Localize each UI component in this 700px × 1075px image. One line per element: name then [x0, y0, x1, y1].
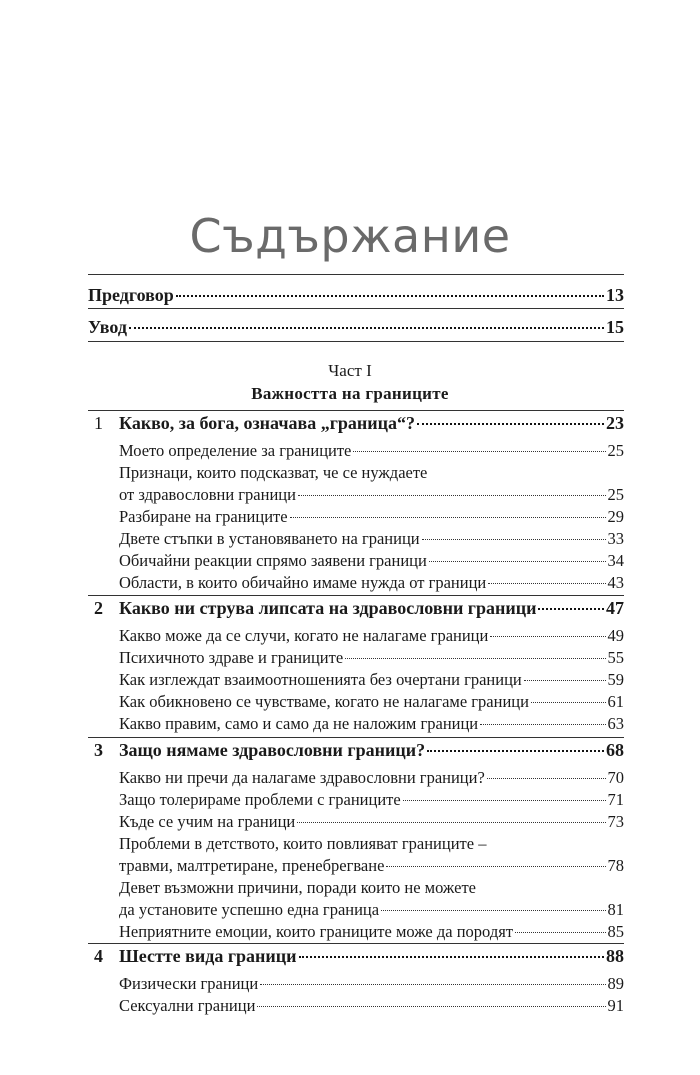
part-label: Част I [328, 361, 372, 380]
page-title: Съдържание [189, 208, 511, 263]
section-title: Психичното здраве и границите [119, 648, 344, 667]
chapter-page: 47 [606, 598, 624, 618]
chapter-entry [88, 598, 624, 619]
section-title: Сексуални граници [119, 996, 256, 1015]
section-page: 25 [607, 485, 624, 504]
divider [88, 943, 624, 944]
section-title: Двете стъпки в установяването на граници [119, 529, 420, 548]
section-entry [88, 856, 624, 876]
chapter-title: Какво ни струва липсата на здравословни граници [119, 598, 537, 618]
section-entry [88, 573, 624, 593]
chapter-entry [88, 946, 624, 967]
section-page: 61 [607, 692, 624, 711]
section-entry [88, 441, 624, 461]
chapter-page: 68 [606, 740, 624, 760]
section-page: 25 [607, 441, 624, 460]
dot-leader [257, 1006, 605, 1007]
divider [88, 595, 624, 596]
toc-entry-preface [88, 285, 624, 306]
dot-leader [297, 822, 605, 823]
section-page: 43 [607, 573, 624, 592]
dot-leader [480, 724, 605, 725]
toc-entry-page: 13 [606, 285, 624, 305]
section-page: 89 [607, 974, 624, 993]
dot-leader [538, 608, 604, 610]
section-page: 63 [607, 714, 624, 733]
section-entry [88, 551, 624, 571]
section-entry [88, 507, 624, 527]
section-page: 78 [607, 856, 624, 875]
section-entry [88, 922, 624, 942]
divider [88, 308, 624, 309]
section-entry [88, 996, 624, 1016]
section-title: Неприятните емоции, които границите може да породят [119, 922, 514, 941]
dot-leader [524, 680, 606, 681]
section-entry [88, 714, 624, 734]
divider [88, 737, 624, 738]
chapter-entry [88, 413, 624, 434]
dot-leader [417, 423, 604, 425]
chapter-number: 1 [94, 413, 103, 433]
section-title-line1: Проблеми в детството, които повлияват границите – [119, 834, 487, 853]
section-title: Обичайни реакции спрямо заявени граници [119, 551, 427, 570]
section-title: Области, в които обичайно имаме нужда от граници [119, 573, 487, 592]
section-entry [88, 768, 624, 788]
toc-entry-page: 15 [606, 317, 624, 337]
dot-leader [490, 636, 605, 637]
section-title: Как обикновено се чувстваме, когато не налагаме граници [119, 692, 529, 711]
section-title: Физически граници [119, 974, 259, 993]
divider [88, 410, 624, 411]
section-page: 34 [607, 551, 624, 570]
section-page: 55 [607, 648, 624, 667]
section-entry [88, 974, 624, 994]
dot-leader [488, 583, 605, 584]
section-entry [88, 626, 624, 646]
chapter-page: 88 [606, 946, 624, 966]
section-title-line1: Признаци, които подсказват, че се нуждаете [119, 463, 428, 482]
section-title: Защо толерираме проблеми с границите [119, 790, 401, 809]
section-title: Как изглеждат взаимоотношенията без очертани граници [119, 670, 522, 689]
divider [88, 274, 624, 275]
section-page: 91 [607, 996, 624, 1015]
section-page: 59 [607, 670, 624, 689]
dot-leader [403, 800, 606, 801]
chapter-title: Какво, за бога, означава „граница“? [119, 413, 416, 433]
dot-leader [290, 517, 606, 518]
chapter-number: 4 [94, 946, 103, 966]
dot-leader [427, 750, 604, 752]
dot-leader [531, 702, 606, 703]
chapter-page: 23 [606, 413, 624, 433]
chapter-title: Шестте вида граници [119, 946, 297, 966]
section-title: Къде се учим на граници [119, 812, 296, 831]
dot-leader [381, 910, 605, 911]
dot-leader [129, 327, 604, 329]
section-title-line1: Девет възможни причини, поради които не можете [119, 878, 476, 897]
section-page: 29 [607, 507, 624, 526]
section-title: Какво може да се случи, когато не налагаме граници [119, 626, 489, 645]
dot-leader [176, 295, 604, 297]
chapter-number: 2 [94, 598, 103, 618]
section-page: 81 [607, 900, 624, 919]
dot-leader [299, 956, 604, 958]
section-entry [88, 670, 624, 690]
section-entry [88, 485, 624, 505]
section-entry [88, 529, 624, 549]
dot-leader [422, 539, 606, 540]
section-page: 73 [607, 812, 624, 831]
section-title: Разбиране на границите [119, 507, 288, 526]
toc-entry-title: Предговор [88, 285, 174, 305]
section-title: от здравословни граници [119, 485, 296, 504]
section-title: да установите успешно една граница [119, 900, 380, 919]
section-page: 85 [607, 922, 624, 941]
section-page: 71 [607, 790, 624, 809]
dot-leader [298, 495, 606, 496]
section-entry [88, 648, 624, 668]
section-page: 33 [607, 529, 624, 548]
chapter-title: Защо нямаме здравословни граници? [119, 740, 426, 760]
section-title: травми, малтретиране, пренебрегване [119, 856, 385, 875]
dot-leader [429, 561, 606, 562]
section-page: 70 [607, 768, 624, 787]
section-title: Какво ни пречи да налагаме здравословни граници? [119, 768, 485, 787]
dot-leader [487, 778, 606, 779]
chapter-entry [88, 740, 624, 761]
dot-leader [345, 658, 605, 659]
section-entry [88, 692, 624, 712]
section-title: Моето определение за границите [119, 441, 352, 460]
section-entry [88, 900, 624, 920]
dot-leader [386, 866, 605, 867]
part-title: Важността на границите [251, 384, 449, 403]
section-entry [88, 812, 624, 832]
dot-leader [260, 984, 605, 985]
section-title: Какво правим, само и само да не наложим граници [119, 714, 479, 733]
section-page: 49 [607, 626, 624, 645]
dot-leader [515, 932, 605, 933]
dot-leader [353, 451, 605, 452]
divider [88, 341, 624, 342]
section-entry [88, 790, 624, 810]
chapter-number: 3 [94, 740, 103, 760]
toc-entry-title: Увод [88, 317, 127, 337]
toc-entry-introduction [88, 317, 624, 338]
